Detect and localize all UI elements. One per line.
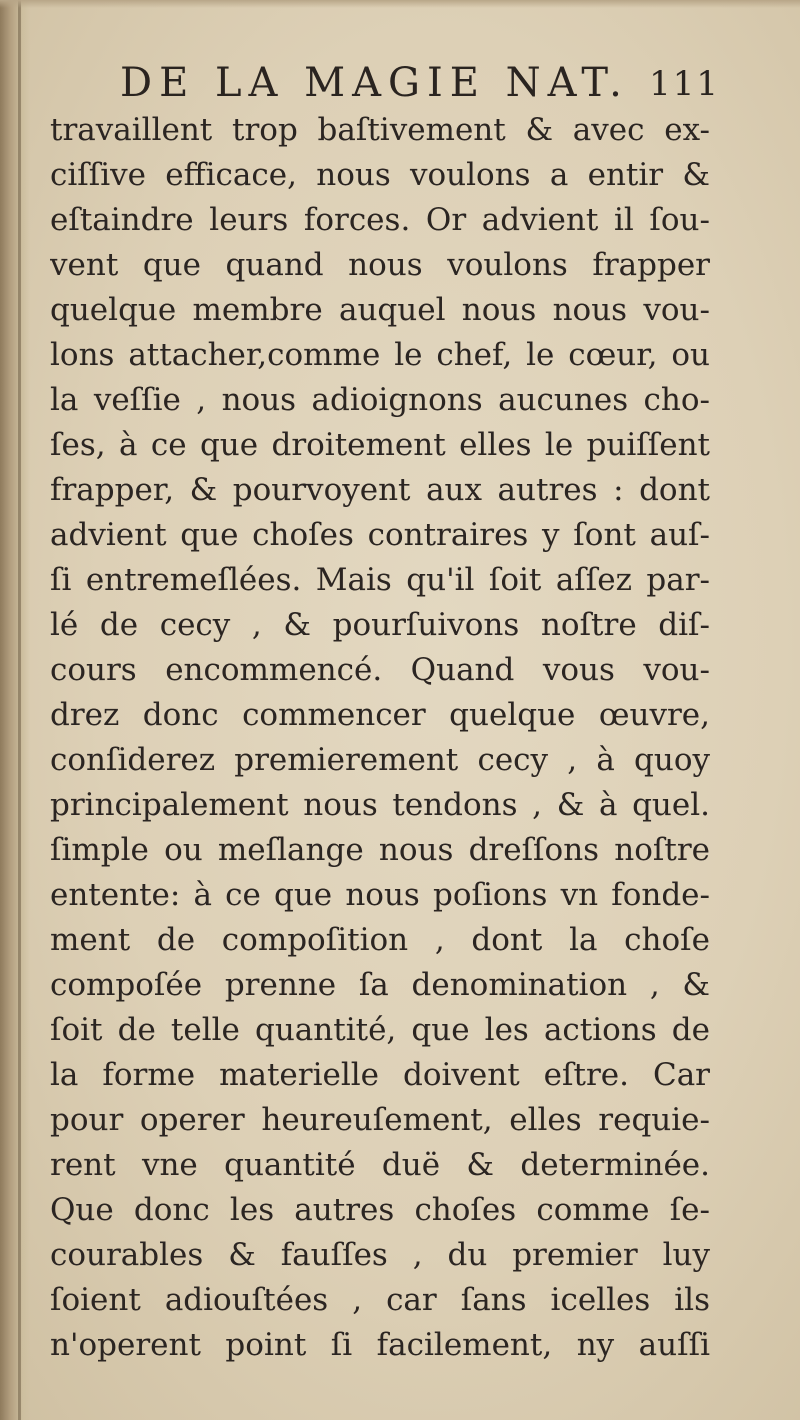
text-line: la veſſie , nous adioignons aucunes cho- [50,382,710,418]
text-line: cours encommencé. Quand vous vou- [50,652,710,688]
text-line: pour operer heureuſement, elles requie- [50,1102,710,1138]
body-text [50,108,710,1368]
text-line: ſes, à ce que droitement elles le puiſſent [50,427,710,463]
running-title: DE LA MAGIE NAT. [120,60,629,106]
text-line: ment de compoſition , dont la choſe [50,922,710,958]
text-line: vent que quand nous voulons frapper [50,247,710,283]
text-line: drez donc commencer quelque œuvre, [50,697,710,733]
text-line: principalement nous tendons , & à quel. [50,787,710,823]
text-line: entente: à ce que nous poſions vn fonde- [50,877,710,913]
text-line: la forme materielle doivent eſtre. Car [50,1057,710,1093]
text-line: ſi entremeſlées. Mais qu'il ſoit aſſez par- [50,562,710,598]
text-line: rent vne quantité duë & determinée. [50,1147,710,1183]
text-line: frapper, & pourvoyent aux autres : dont [50,472,710,508]
text-line: ſoient adiouſtées , car ſans icelles ils [50,1282,710,1318]
text-line: lons attacher,comme le chef, le cœur, ou [50,337,710,373]
text-line: compoſée prenne ſa denomination , & [50,967,710,1003]
page-number: 111 [649,64,720,104]
text-line: quelque membre auquel nous nous vou- [50,292,710,328]
text-line: ſoit de telle quantité, que les actions de [50,1012,710,1048]
binding-edge [18,0,21,1420]
text-line: ſimple ou meſlange nous dreſſons noſtre [50,832,710,868]
text-line: advient que choſes contraires y ſont auſ- [50,517,710,553]
text-line: conſiderez premierement cecy , à quoy [50,742,710,778]
page-top-edge [0,0,800,8]
book-gutter-shadow [0,0,30,1420]
text-line: n'operent point ſi facilement, ny auſſi [50,1327,710,1363]
text-line: lé de cecy , & pourſuivons noſtre diſ- [50,607,710,643]
text-line: courables & fauſſes , du premier luy [50,1237,710,1273]
text-line: eſtaindre leurs forces. Or advient il ſou- [50,202,710,238]
text-line: ciſſive efficace, nous voulons a entir & [50,157,710,193]
text-line: travaillent trop baſtivement & avec ex- [50,112,710,148]
text-line: Que donc les autres choſes comme ſe- [50,1192,710,1228]
